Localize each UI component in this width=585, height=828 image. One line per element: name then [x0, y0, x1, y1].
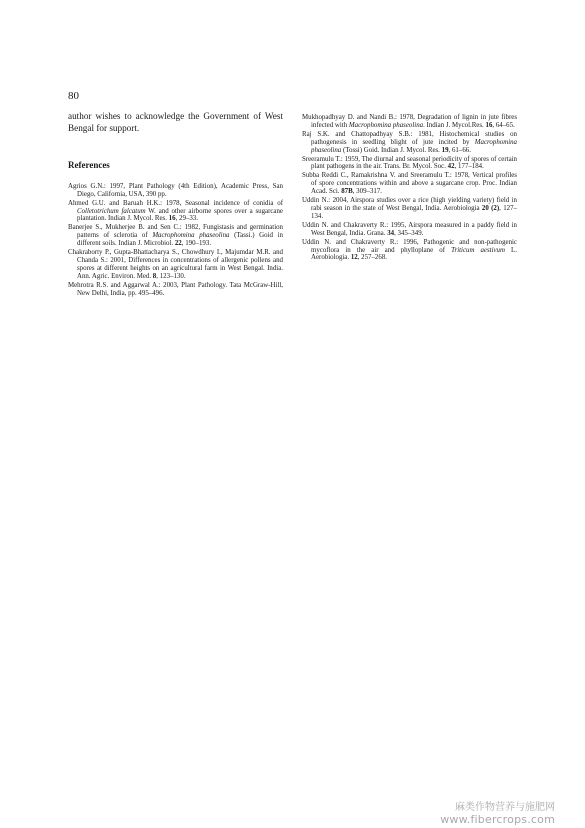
reference-text: Raj S.K. and Chattopadhyay S.B.: 1981, Histochemical studies on pathogenesis in seedling blight of jute incited by	[302, 130, 517, 146]
reference-text: 87B	[341, 188, 353, 196]
reference-text: , 64–65.	[492, 121, 515, 129]
reference-text: (Tassi.) Goid in different soils. Indian J. Microbiol.	[77, 232, 283, 248]
reference-text: (2)	[491, 204, 500, 212]
reference-text: , 127–134.	[311, 204, 517, 220]
reference-text: Chakraborty P., Gupta-Bhattacharya S., Chowdhury I., Majumdar M.R. and Chanda S.: 2001, Differences in concentrations of allergenic pollens and spores at different heights on an agricultural farm in West Bengal. India. Ann. Agric. Environ. Med.	[68, 249, 283, 280]
acknowledgement-text: author wishes to acknowledge the Government of West Bengal for support.	[68, 111, 283, 134]
reference-text: 16	[485, 121, 493, 129]
references-list-left	[68, 183, 283, 298]
reference-text: Sreeramulu T.: 1959, The diurnal and seasonal periodicity of spores of certain plant pathogens in the air. Trans. Br. Mycol. Soc.	[302, 155, 517, 171]
page-number: 80	[68, 90, 79, 102]
watermark	[440, 798, 555, 826]
reference-text: Uddin N. and Chakraverty R.: 1996, Pathogenic and non-pathogenic mycoflora in the air and phylloplane of	[302, 238, 517, 254]
reference-entry	[68, 183, 283, 199]
references-heading: References	[68, 159, 110, 170]
reference-text: Mukhopadhyay D. and Nandi B.: 1978, Degradation of lignin in jute fibres infected with	[302, 114, 517, 129]
right-column	[302, 114, 517, 263]
reference-text: 12	[350, 254, 358, 262]
reference-text: 22	[174, 240, 182, 248]
reference-text: , 190–193.	[181, 240, 212, 248]
reference-text: Mehrotra R.S. and Aggarwal A.: 2003, Plant Pathology. Tata McGraw-Hill, New Delhi, India, pp. 495–496.	[68, 281, 283, 297]
reference-text: , 123–130.	[156, 272, 186, 280]
reference-text: , 61–66.	[448, 146, 471, 154]
reference-entry	[302, 239, 517, 263]
reference-text: , 257–268.	[357, 254, 387, 262]
reference-entry	[302, 172, 517, 196]
watermark-chinese-text: 麻类作物营养与施肥网	[455, 802, 555, 813]
reference-text: Triticum aestivum	[451, 246, 505, 254]
reference-text: Subba Reddi C., Ramakrishna V. and Sreeramulu T.: 1978, Vertical profiles of spore concentrations within and above a sugarcane crop. Proc. Indian Acad. Sci.	[302, 172, 517, 196]
reference-text: , 29–33.	[175, 215, 198, 223]
reference-entry	[302, 131, 517, 155]
reference-entry	[68, 200, 283, 224]
reference-entry	[68, 249, 283, 281]
reference-text: Banerjee S., Mukherjee B. and Sen C.: 1982, Fungistasis and germination patterns of sclerotia of	[68, 224, 283, 240]
reference-text: Agrios G.N.: 1997, Plant Pathology (4th Edition), Academic Press, San Diego, California, USA, 390 pp.	[68, 182, 283, 198]
reference-text: L. Aerobiologia.	[311, 246, 517, 262]
reference-text: 8	[152, 272, 157, 280]
reference-text: 19	[441, 146, 449, 154]
reference-entry	[302, 222, 517, 238]
reference-text: Macrophomina phaseolina	[348, 121, 424, 129]
reference-text: 42	[447, 163, 455, 171]
reference-entry	[302, 197, 517, 221]
reference-text: 20	[481, 204, 489, 212]
reference-text: Ahmed G.U. and Baruah H.K.: 1978, Seasonal incidence of conidia of	[68, 199, 283, 207]
reference-text: , 309–317.	[352, 188, 383, 196]
reference-text: 34	[387, 229, 395, 237]
references-list-right	[302, 114, 517, 262]
reference-text: Colletotrichum falcatum	[77, 207, 146, 215]
reference-text: (Tossi) Goid. Indian J. Mycol. Res.	[341, 146, 442, 154]
reference-text: Macrophomina phaseolina	[152, 232, 230, 240]
reference-entry	[302, 114, 517, 130]
reference-text: . Indian J. Mycol.Res.	[423, 121, 486, 129]
reference-entry	[68, 224, 283, 248]
reference-text: Macrophomina phaseolina	[311, 138, 517, 154]
reference-entry	[302, 156, 517, 172]
watermark-url: www.fibercrops.com	[440, 813, 555, 826]
reference-text: 16	[168, 215, 176, 223]
reference-text: Uddin N.: 2004, Airspora studies over a rice (high yielding variety) field in rabi season in the state of West Bengal, India. Aerobiologia	[302, 197, 517, 212]
reference-text: , 345–349.	[394, 229, 424, 237]
left-column	[68, 110, 283, 299]
reference-text: , 177–184.	[454, 163, 484, 171]
reference-text: Uddin N. and Chakraverty R.: 1995, Airspora measured in a paddy field in West Bengal, India. Grana.	[302, 221, 517, 237]
reference-entry	[68, 282, 283, 298]
reference-text: W. and other airborne spores over a sugarcane plantation. Indian J. Mycol. Res.	[77, 207, 283, 223]
